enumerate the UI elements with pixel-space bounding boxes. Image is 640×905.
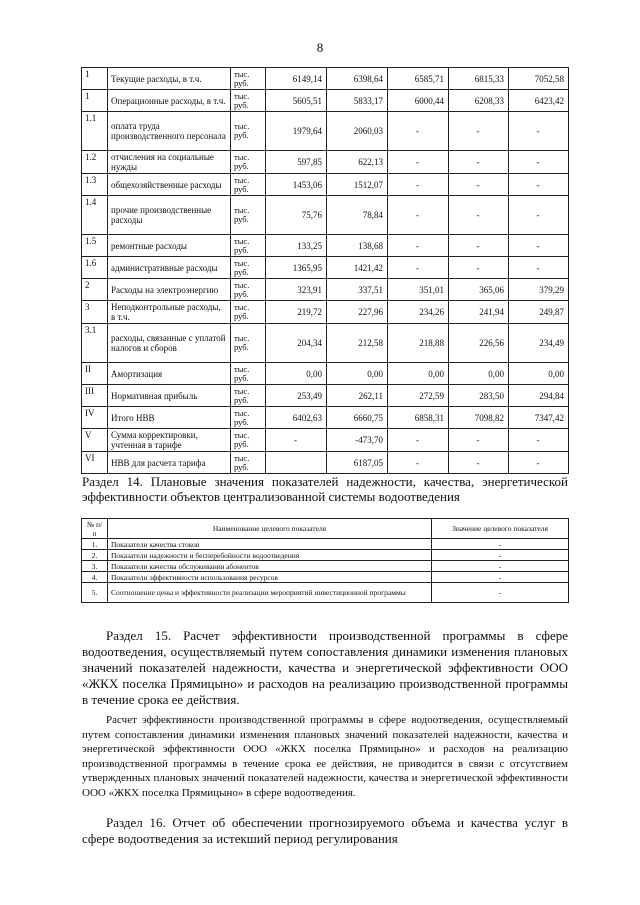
- row-value: 1365,95: [266, 257, 327, 279]
- row-value: 6585,71: [388, 68, 449, 90]
- row-unit: тыс. руб.: [231, 429, 266, 452]
- section-16-heading: Раздел 16. Отчет об обеспечении прогнозируемого объема и качества услуг в сфере водоотведения за истекший период регулирования: [82, 815, 568, 846]
- row-unit: тыс. руб.: [231, 174, 266, 196]
- row-value: 227,96: [327, 301, 388, 324]
- indicator-name: Соотношение цены и эффективности реализации мероприятий инвестиционной программы: [108, 583, 432, 603]
- row-name: Операционные расходы, в т.ч.: [108, 90, 231, 112]
- indicator-num: 3.: [82, 561, 108, 572]
- expenses-table: [81, 67, 569, 474]
- indicator-num: 4.: [82, 572, 108, 583]
- row-value: 5605,51: [266, 90, 327, 112]
- row-unit: тыс. руб.: [231, 196, 266, 235]
- row-value: 219,72: [266, 301, 327, 324]
- row-value: 272,59: [388, 385, 449, 407]
- indicator-num: 2.: [82, 550, 108, 561]
- row-value: -: [449, 235, 509, 257]
- row-name: Текущие расходы, в т.ч.: [108, 68, 231, 90]
- row-value: 1421,42: [327, 257, 388, 279]
- row-value: 323,91: [266, 279, 327, 301]
- table-row: [82, 196, 569, 235]
- row-num: 3: [82, 301, 108, 324]
- table-row: [82, 301, 569, 324]
- row-value: 218,88: [388, 324, 449, 363]
- row-value: 597,85: [266, 151, 327, 174]
- row-value: 75,76: [266, 196, 327, 235]
- row-value: -: [509, 112, 569, 151]
- page-number: 8: [316, 40, 324, 55]
- row-value: -: [509, 174, 569, 196]
- row-name: Амортизация: [108, 363, 231, 385]
- row-value: -473,70: [327, 429, 388, 452]
- indicator-value: -: [432, 561, 569, 572]
- table-row: [82, 90, 569, 112]
- indicator-name: Показатели качества обслуживания абонентов: [108, 561, 432, 572]
- row-value: 351,01: [388, 279, 449, 301]
- row-name: расходы, связанные с уплатой налогов и сборов: [108, 324, 231, 363]
- row-unit: тыс. руб.: [231, 407, 266, 429]
- row-value: 226,56: [449, 324, 509, 363]
- row-unit: тыс. руб.: [231, 235, 266, 257]
- table-row: [82, 151, 569, 174]
- row-value: -: [388, 257, 449, 279]
- row-value: 2060,03: [327, 112, 388, 151]
- indicator-value: -: [432, 572, 569, 583]
- row-name: административные расходы: [108, 257, 231, 279]
- list-item: [82, 550, 569, 561]
- table-row: [82, 235, 569, 257]
- row-unit: тыс. руб.: [231, 301, 266, 324]
- row-value: 1512,07: [327, 174, 388, 196]
- row-value: 6402,63: [266, 407, 327, 429]
- row-value: -: [449, 257, 509, 279]
- row-unit: тыс. руб.: [231, 151, 266, 174]
- table-row: [82, 112, 569, 151]
- row-name: общехозяйственные расходы: [108, 174, 231, 196]
- row-value: -: [509, 257, 569, 279]
- row-value: 1979,64: [266, 112, 327, 151]
- row-num: 1.5: [82, 235, 108, 257]
- row-value: 294,84: [509, 385, 569, 407]
- indicator-value: -: [432, 550, 569, 561]
- section-15-body: Расчет эффективности производственной программы в сфере водоотведения, осуществляемый путем сопоставления динамики изменения плановых значений показателей надежности, качества и энергетической эффективности ООО «ЖКХ поселка Прямицыно» и расходов на реализацию производственной программы в течение срока ее действия, не приводится в связи с отсутствием утвержденных плановых значений показателей надежности, качества и энергетической эффективности ООО «ЖКХ поселка Прямицыно» в сфере водоотведения.: [82, 714, 568, 799]
- row-num: 1.1: [82, 112, 108, 151]
- row-name: Итого НВВ: [108, 407, 231, 429]
- table-row: [82, 407, 569, 429]
- indicator-name: Показатели эффективности использования ресурсов: [108, 572, 432, 583]
- row-num: V: [82, 429, 108, 452]
- row-unit: тыс. руб.: [231, 279, 266, 301]
- indicator-name: Показатели надежности и бесперебойности водоотведения: [108, 550, 432, 561]
- row-value: 212,58: [327, 324, 388, 363]
- row-name: Нормативная прибыль: [108, 385, 231, 407]
- row-unit: тыс. руб.: [231, 257, 266, 279]
- row-value: 262,11: [327, 385, 388, 407]
- section-15-heading: Раздел 15. Расчет эффективности производственной программы в сфере водоотведения, осуществляемый путем сопоставления динамики изменения плановых значений показателей надежности, качества и энергетической эффективности ООО «ЖКХ поселка Прямицыно» и расходов на реализацию производственной программы в течение срока ее действия.: [82, 628, 568, 707]
- row-num: 3.1: [82, 324, 108, 363]
- row-name: НВВ для расчета тарифа: [108, 452, 231, 474]
- row-value: -: [509, 235, 569, 257]
- row-num: 1: [82, 68, 108, 90]
- indicator-value: -: [432, 583, 569, 603]
- row-num: 1: [82, 90, 108, 112]
- row-unit: тыс. руб.: [231, 90, 266, 112]
- row-value: -: [388, 112, 449, 151]
- row-num: 1.6: [82, 257, 108, 279]
- row-value: 283,50: [449, 385, 509, 407]
- indicator-name: Показатели качества стоков: [108, 539, 432, 550]
- row-value: 253,49: [266, 385, 327, 407]
- row-value: 6208,33: [449, 90, 509, 112]
- row-value: -: [509, 429, 569, 452]
- row-num: 2: [82, 279, 108, 301]
- row-value: 379,29: [509, 279, 569, 301]
- row-value: 0,00: [327, 363, 388, 385]
- row-value: -: [509, 196, 569, 235]
- row-value: 622,13: [327, 151, 388, 174]
- list-item: [82, 561, 569, 572]
- header-num: № п/п: [82, 519, 108, 539]
- table-row: [82, 257, 569, 279]
- row-value: -: [266, 429, 327, 452]
- row-value: -: [449, 151, 509, 174]
- indicators-table: [81, 518, 569, 603]
- row-unit: тыс. руб.: [231, 385, 266, 407]
- row-num: 1.3: [82, 174, 108, 196]
- row-value: -: [449, 429, 509, 452]
- row-value: 337,51: [327, 279, 388, 301]
- row-name: оплата труда производственного персонала: [108, 112, 231, 151]
- row-value: -: [388, 174, 449, 196]
- row-value: 0,00: [266, 363, 327, 385]
- row-value: -: [449, 196, 509, 235]
- row-name: прочие производственные расходы: [108, 196, 231, 235]
- table-row: [82, 363, 569, 385]
- row-value: 6187,05: [327, 452, 388, 474]
- row-name: Сумма корректировки, учтенная в тарифе: [108, 429, 231, 452]
- row-num: 1.2: [82, 151, 108, 174]
- row-value: 6149,14: [266, 68, 327, 90]
- row-value: 6423,42: [509, 90, 569, 112]
- row-name: Неподконтрольные расходы, в т.ч.: [108, 301, 231, 324]
- row-num: IV: [82, 407, 108, 429]
- row-value: 6815,33: [449, 68, 509, 90]
- row-value: 0,00: [388, 363, 449, 385]
- row-value: -: [388, 235, 449, 257]
- section-14-heading: Раздел 14. Плановые значения показателей надежности, качества, энергетической эффективности объектов централизованной системы водоотведения: [82, 474, 568, 504]
- row-value: 249,87: [509, 301, 569, 324]
- row-unit: тыс. руб.: [231, 68, 266, 90]
- row-value: -: [449, 452, 509, 474]
- row-value: 1453,06: [266, 174, 327, 196]
- header-name: Наименование целевого показателя: [108, 519, 432, 539]
- row-value: 0,00: [449, 363, 509, 385]
- table-row: [82, 452, 569, 474]
- row-unit: тыс. руб.: [231, 324, 266, 363]
- row-name: Расходы на электроэнергию: [108, 279, 231, 301]
- row-name: отчисления на социальные нужды: [108, 151, 231, 174]
- row-value: -: [388, 429, 449, 452]
- list-item: [82, 583, 569, 603]
- row-value: 6398,64: [327, 68, 388, 90]
- row-unit: тыс. руб.: [231, 363, 266, 385]
- row-value: 6858,31: [388, 407, 449, 429]
- row-name: ремонтные расходы: [108, 235, 231, 257]
- row-value: 7098,82: [449, 407, 509, 429]
- row-value: 6660,75: [327, 407, 388, 429]
- indicator-num: 5.: [82, 583, 108, 603]
- row-value: 5833,17: [327, 90, 388, 112]
- table-row: [82, 385, 569, 407]
- list-item: [82, 572, 569, 583]
- row-unit: тыс. руб.: [231, 452, 266, 474]
- row-value: -: [449, 112, 509, 151]
- row-value: 365,06: [449, 279, 509, 301]
- indicator-value: -: [432, 539, 569, 550]
- row-value: 78,84: [327, 196, 388, 235]
- row-value: 7052,58: [509, 68, 569, 90]
- row-value: 234,26: [388, 301, 449, 324]
- list-item: [82, 539, 569, 550]
- table-row: [82, 324, 569, 363]
- row-num: 1.4: [82, 196, 108, 235]
- row-value: 241,94: [449, 301, 509, 324]
- table-row: [82, 174, 569, 196]
- row-num: II: [82, 363, 108, 385]
- table-row: [82, 429, 569, 452]
- row-value: 6000,44: [388, 90, 449, 112]
- row-value: 7347,42: [509, 407, 569, 429]
- row-value: 138,68: [327, 235, 388, 257]
- row-unit: тыс. руб.: [231, 112, 266, 151]
- table-row: [82, 68, 569, 90]
- row-num: III: [82, 385, 108, 407]
- row-value: -: [388, 196, 449, 235]
- row-value: -: [388, 452, 449, 474]
- header-value: Значение целевого показателя: [432, 519, 569, 539]
- row-value: -: [449, 174, 509, 196]
- table-row: [82, 279, 569, 301]
- row-value: -: [388, 151, 449, 174]
- row-value: 234,49: [509, 324, 569, 363]
- row-value: 0,00: [509, 363, 569, 385]
- row-value: -: [509, 452, 569, 474]
- indicator-num: 1.: [82, 539, 108, 550]
- indicators-header-row: [82, 519, 569, 539]
- row-num: VI: [82, 452, 108, 474]
- row-value: 133,25: [266, 235, 327, 257]
- row-value: 204,34: [266, 324, 327, 363]
- row-value: [266, 452, 327, 474]
- row-value: -: [509, 151, 569, 174]
